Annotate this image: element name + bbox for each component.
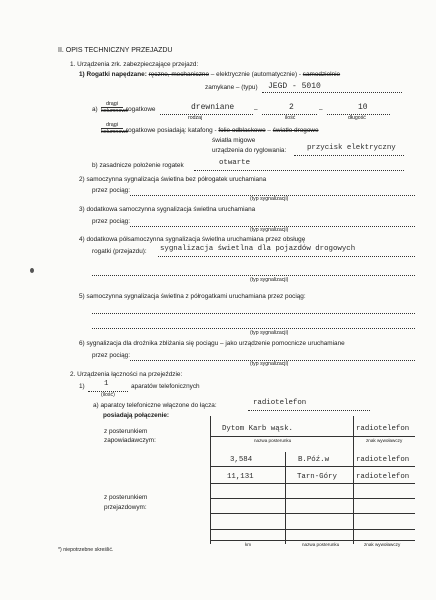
- s2-a-value: radiotelefon: [253, 399, 307, 407]
- s1-label: 1. Urządzenia zrk. zabezpieczające przejazd:: [70, 61, 199, 68]
- ryglowanie-label: urządzenia do ryglowania:: [212, 147, 287, 154]
- row6-rule: [210, 529, 415, 530]
- zap-label-2: zapowiadawczym:: [104, 437, 156, 444]
- a-marker: a): [92, 106, 98, 113]
- row2-rule: [210, 466, 415, 467]
- s1-6-sub: przez pociąg:: [92, 352, 131, 359]
- s2-a-line: [248, 410, 370, 411]
- s1-4-line-2: [92, 275, 415, 276]
- caption-dlugosc: długość: [348, 115, 366, 121]
- s1-5-label: 5) samoczynna sygnalizacja świetlna z półrogatkami uruchamiana przez pociąg:: [79, 293, 306, 300]
- s1-4-value: sygnalizacja świetlna dla pojazdów drogowych: [160, 245, 356, 253]
- b-line: [194, 170, 404, 171]
- s1-4-line: [158, 256, 415, 257]
- row1-name: Dytom Karb wąsk.: [222, 425, 293, 433]
- row3-km: 11,131: [227, 473, 254, 481]
- row3-znak: radiotelefon: [356, 473, 410, 481]
- row3-rule: [210, 483, 415, 484]
- caption-rodzaj: rodzaj: [188, 115, 203, 121]
- table-header-rule: [210, 436, 415, 437]
- footer-nazwa: nazwa posterunku: [302, 542, 340, 547]
- s1-5-line: [92, 313, 415, 314]
- s2-count-label: aparatów telefonicznych: [131, 383, 200, 390]
- s1-5-line-2: [92, 328, 415, 329]
- s1-3-sub: przez pociąg:: [92, 218, 131, 225]
- footnote: *) niepotrzebne skreślić.: [58, 547, 114, 553]
- count-value: 2: [289, 103, 294, 112]
- s1-4-sub: rogatki (przejazdu):: [92, 248, 147, 255]
- footer-km: km: [245, 542, 252, 547]
- s2-a-sub: posiadają połączenie:: [103, 412, 170, 419]
- draagi-fraction: drągi kolumnowe: [101, 101, 129, 114]
- draagi-fraction-2: drągi kolumnowe: [101, 122, 129, 135]
- rogatkowe-label: rogatkowe: [126, 106, 156, 113]
- b-value: otwarte: [219, 159, 251, 167]
- section-title: II. OPIS TECHNICZNY PRZEJAZDU: [58, 47, 173, 54]
- b-label: b) zasadnicze położenie rogatek: [92, 162, 184, 169]
- s1-5-caption: (typ sygnalizacji): [250, 330, 289, 336]
- s2-1-marker: 1): [79, 383, 85, 390]
- row2-km: 3,584: [230, 456, 253, 464]
- s2-label: 2. Urządzenia łączności na przejeździe:: [70, 371, 183, 378]
- punch-hole: [30, 268, 34, 273]
- material-line: [160, 114, 253, 115]
- s1-3-caption: (typ sygnalizacji): [250, 227, 289, 233]
- row2-znak: radiotelefon: [356, 456, 410, 464]
- s2-count-value: 1: [104, 380, 109, 388]
- ryglowanie-value: przycisk elektryczny: [307, 144, 396, 152]
- caption-ilosc: ilość: [285, 115, 296, 121]
- typ-line: [262, 92, 402, 93]
- s1-2-label: 2) samoczynna sygnalizacja świetlna bez półrogatek uruchamiana: [79, 176, 267, 183]
- row3-name: Tarn-Góry: [297, 473, 337, 481]
- s2-a-label: a) aparatcy telefoniczne włączone do łącza:: [93, 402, 217, 409]
- s1-2-caption: (typ sygnalizacji): [250, 196, 289, 202]
- row1-znak: radiotelefon: [356, 425, 410, 433]
- length-value: 10: [358, 103, 368, 112]
- zap-label-1: z posterunkiem: [104, 428, 148, 435]
- s1-1-label: 1) Rogatki napędzane: ręczne, mechaniczne – elektrycznie (automatycznie) - samodzielnie: [79, 71, 341, 78]
- s1-2-sub: przez pociąg:: [92, 187, 131, 194]
- table-footer-rule: [210, 540, 415, 541]
- dash-2: –: [319, 106, 323, 113]
- katafong-row: rogatkowe posiadają: katafong - folie odblaskowe – światło drogowe: [126, 127, 319, 134]
- s1-4-label: 4) dodatkowa półsamoczynna sygnalizacja świetlna uruchamiana przez obsługę: [79, 236, 306, 243]
- typ-value: JEGD - 5010: [268, 82, 321, 91]
- row5-rule: [210, 513, 415, 514]
- s2-count-caption: (ilość): [101, 392, 115, 398]
- row4-rule: [210, 498, 415, 499]
- s1-4-caption: (typ sygnalizacji): [250, 277, 289, 283]
- zamykane-label: zamykane – (typu): [205, 84, 258, 91]
- s1-6-label: 6) sygnalizacja dla drożnika zbliżania się pociągu – jako urządzenie pomocnicze uruchamiane: [79, 340, 345, 347]
- swiatla-migowe: światła migowe: [212, 137, 256, 144]
- material-value: drewniane: [191, 103, 235, 112]
- footer-znak: znak wywoławczy: [364, 542, 401, 547]
- przej-label-2: przejazdowym:: [104, 504, 147, 511]
- dash-1: –: [254, 106, 258, 113]
- row2-name: B.Póź.w: [298, 456, 330, 464]
- s1-6-caption: (typ sygnalizacji): [250, 361, 289, 367]
- ryglowanie-line: [294, 155, 404, 156]
- hdr-nazwa: nazwa posterunku: [254, 438, 292, 443]
- hdr-znak: znak wywoławczy: [366, 438, 403, 443]
- s1-3-label: 3) dodatkowa samoczynna sygnalizacja świetlna uruchamiana: [79, 206, 256, 213]
- przej-label-1: z posterunkiem: [104, 494, 148, 501]
